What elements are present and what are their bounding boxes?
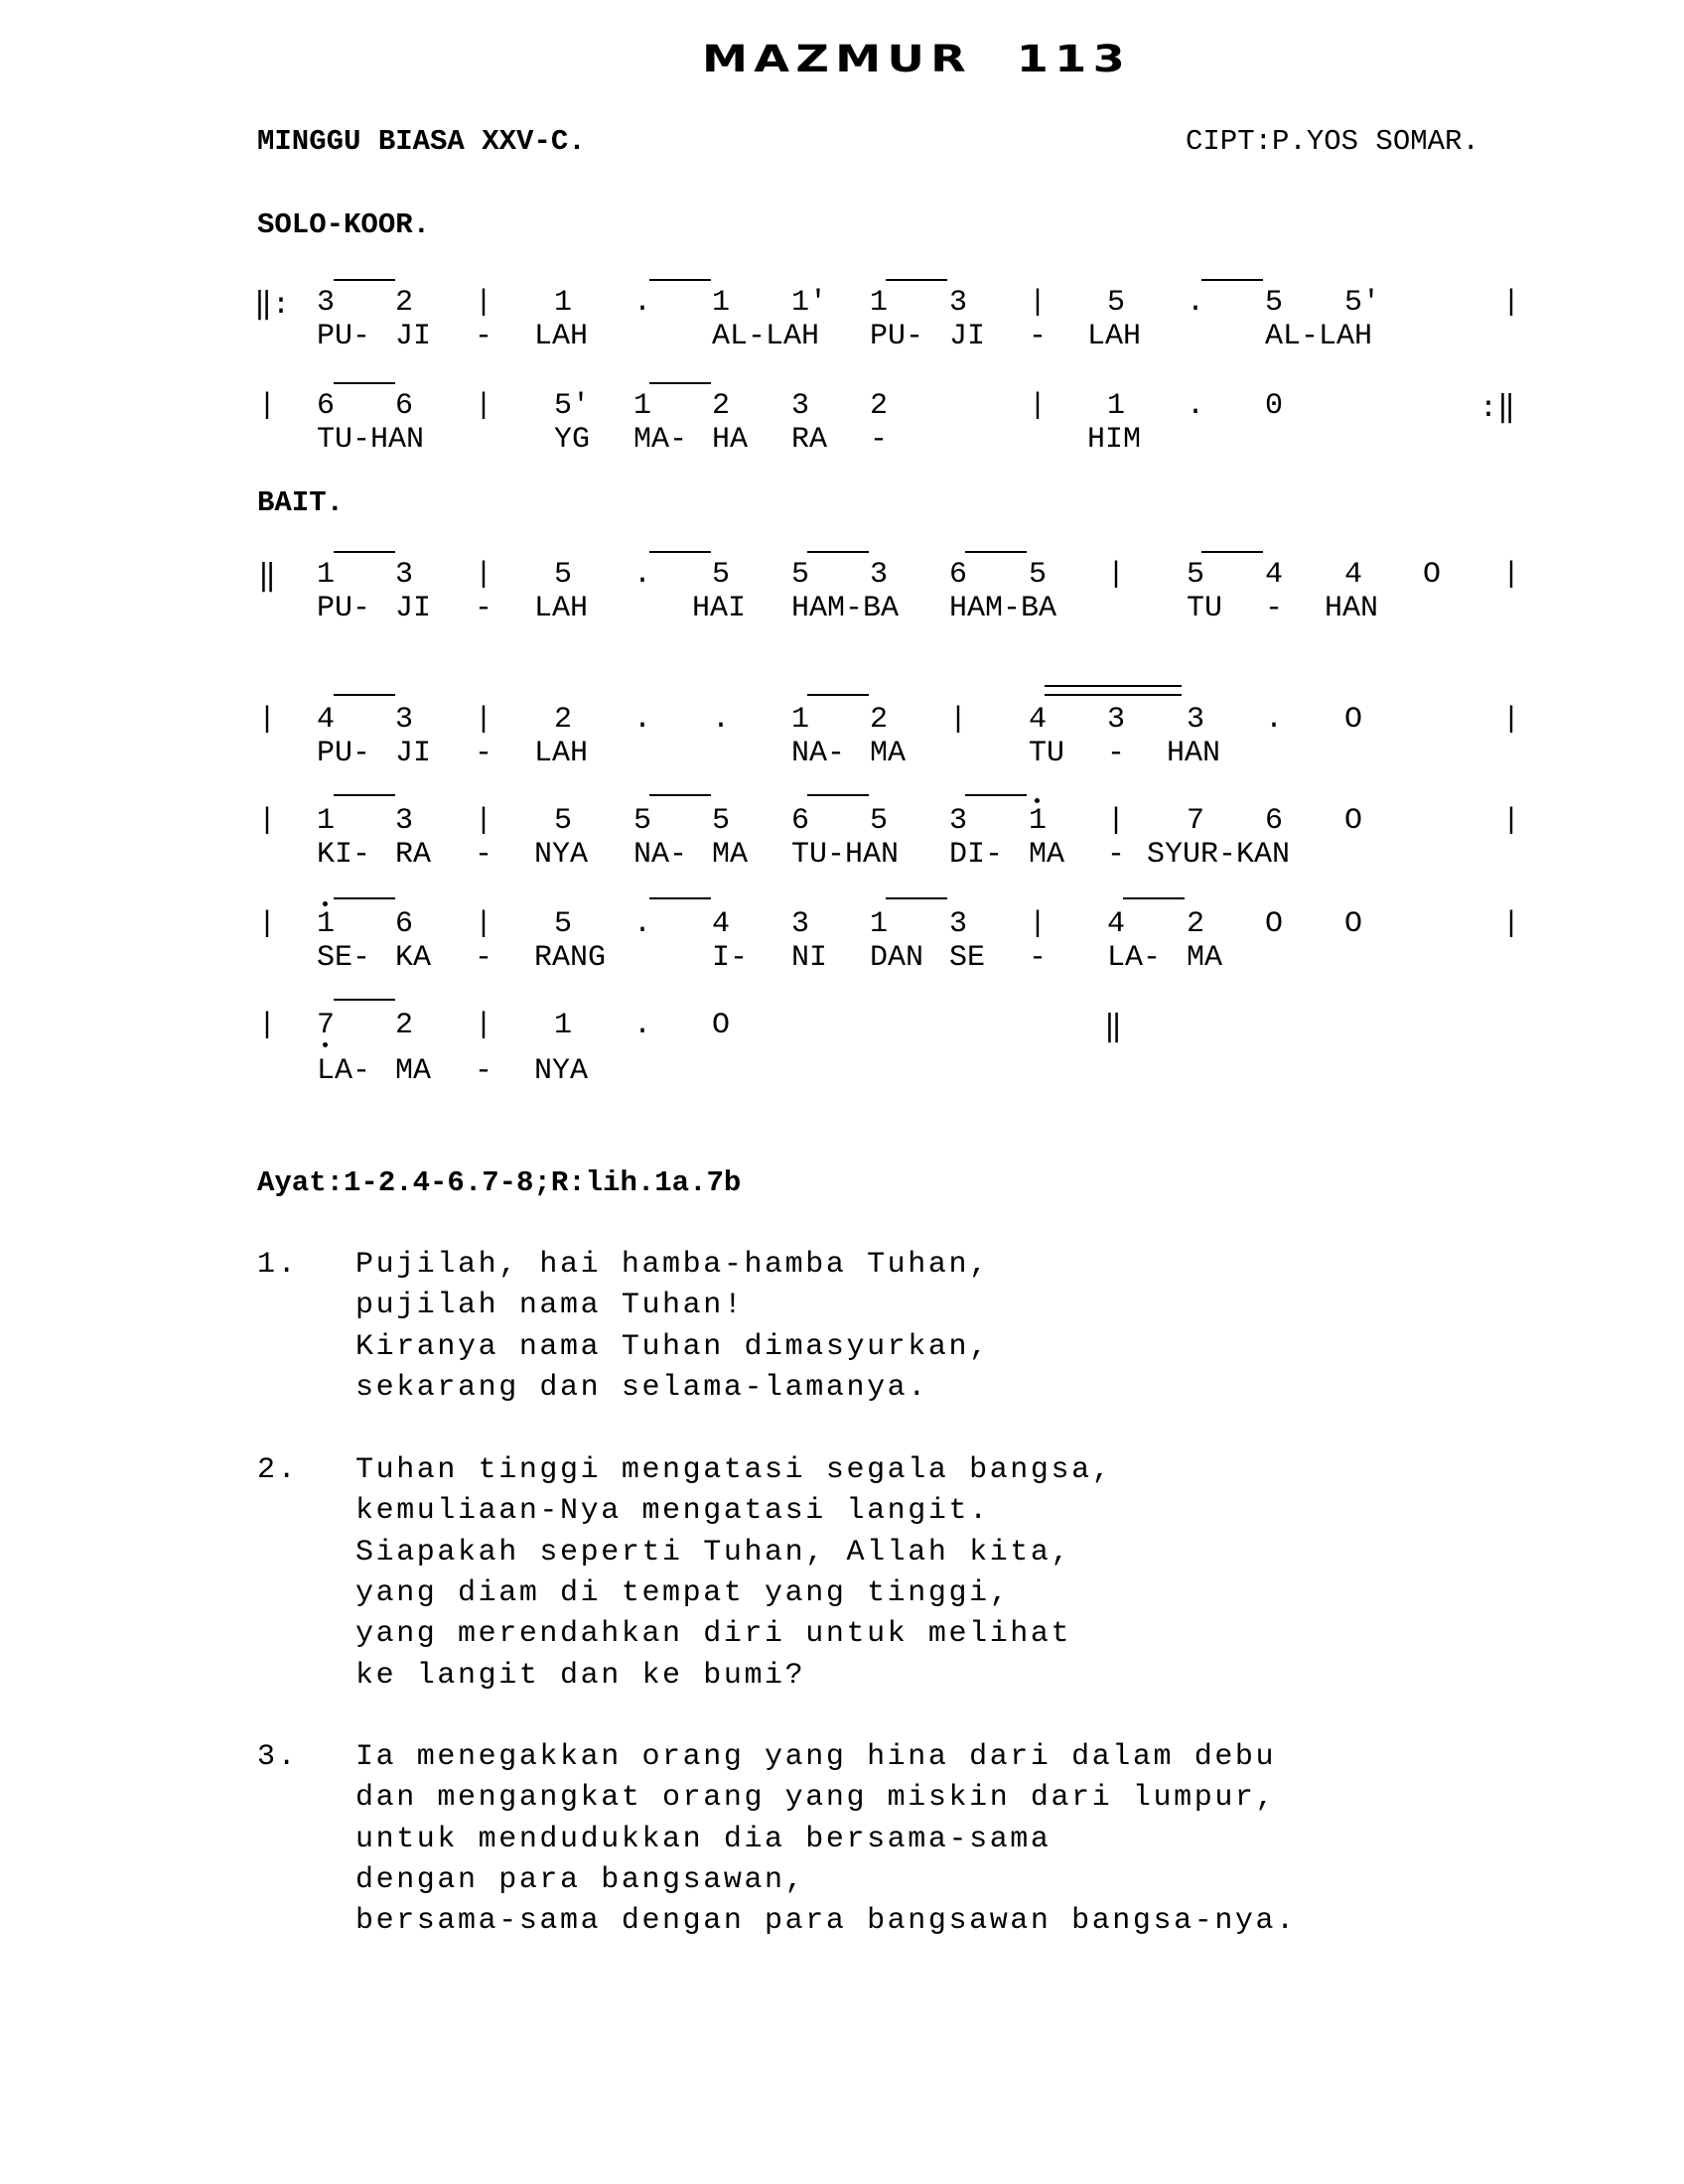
bar-line: | [258,703,277,737]
note: 6 [791,804,810,838]
lyric: RA [791,423,828,457]
note: . [633,286,652,320]
lyric: TU-HAN [317,423,425,457]
note: 5 [1029,558,1048,592]
note: 3 [870,558,889,592]
beam [807,794,869,796]
note: 6 [1265,804,1284,838]
note: 1 [554,1009,573,1042]
lyric: LAH [534,320,589,353]
occasion-label: MINGGU BIASA XXV-C. [257,125,586,158]
note: . [1187,389,1205,423]
bar-line: | [258,389,277,423]
note: 1 [870,907,889,941]
lyric: - [1265,592,1284,625]
note: . [1265,703,1284,737]
bar-line: | [475,907,493,941]
bar-line: | [1502,558,1521,592]
note: 5 [554,558,573,592]
lyric: KI- [317,838,371,872]
note: 3 [395,558,414,592]
lyric: PU- [317,592,371,625]
lyric: PU- [870,320,924,353]
beam [1201,279,1263,281]
bar-line: | [258,907,277,941]
beam [965,794,1027,796]
note: . [1187,286,1205,320]
stanza-line: untuk mendudukkan dia bersama-sama [355,1823,1052,1856]
note: 6 [949,558,968,592]
lyric: HAM-BA [791,592,900,625]
lyric: LAH [534,592,589,625]
lyric: NI [791,941,828,975]
verse-label: BAIT. [257,486,345,519]
beam [807,694,869,696]
note: O [1344,907,1363,941]
note: 2 [870,703,889,737]
refrain-label: SOLO-KOOR. [257,208,431,241]
note: 3 [1187,703,1205,737]
lyric: HIM [1087,423,1142,457]
beam [649,897,711,899]
lyric: TU [1187,592,1223,625]
lyric: MA [1187,941,1223,975]
high-octave-dot [323,901,328,906]
bar-line: | [1029,389,1048,423]
stanza-line: yang diam di tempat yang tinggi, [355,1576,1011,1610]
bar-line: | [1502,286,1521,320]
lyric: TU [1029,737,1065,770]
beam [334,694,395,696]
lyric: KA [395,941,432,975]
bar-line: | [1502,703,1521,737]
bar-line: | [949,703,968,737]
lyric: LAH [1087,320,1142,353]
lyric: JI [395,320,432,353]
note: 3 [791,389,810,423]
note: 1 [317,558,336,592]
lyric: - [1029,941,1048,975]
note: 2 [870,389,889,423]
note: 5 [554,907,573,941]
note: 5 [712,804,731,838]
note: 0 [1265,389,1284,423]
stanza-line: pujilah nama Tuhan! [355,1289,745,1322]
note: O [1344,804,1363,838]
note: 1' [791,286,828,320]
lyric: NYA [534,1054,589,1088]
bar-line: | [475,1009,493,1042]
note: 3 [317,286,336,320]
lyric: NA- [791,737,846,770]
beam [334,279,395,281]
note: 3 [949,804,968,838]
lyric: YG [554,423,591,457]
note: 3 [949,286,968,320]
note: 1 [317,804,336,838]
beam [649,382,711,384]
stanza-line: Tuhan tinggi mengatasi segala bangsa, [355,1453,1113,1487]
lyric: - [475,320,493,353]
beam [334,382,395,384]
lyric: LAH [534,737,589,770]
lyric: JI [949,320,986,353]
note: 1 [870,286,889,320]
stanza-line: dan mengangkat orang yang miskin dari lumpur, [355,1781,1277,1815]
lyric: AL-LAH [712,320,820,353]
lyric: - [475,737,493,770]
note: 6 [395,389,414,423]
beam [334,551,395,553]
lyric: - [1029,320,1048,353]
stanza-line: yang merendahkan diri untuk melihat [355,1617,1072,1651]
beam [965,551,1027,553]
lyric: TU-HAN [791,838,900,872]
lyric: - [475,1054,493,1088]
note: 1 [633,389,652,423]
note: 5 [712,558,731,592]
note: 1 [1029,804,1048,838]
beam [807,551,869,553]
bar-line: | [1107,804,1126,838]
note: ‖: [254,289,291,323]
lyric: HAN [1325,592,1379,625]
note: 7 [317,1009,336,1042]
note: 5 [1265,286,1284,320]
note: 5 [633,804,652,838]
stanza-line: Ia menegakkan orang yang hina dari dalam debu [355,1740,1277,1774]
lyric: LA- [1107,941,1162,975]
bar-line: | [258,804,277,838]
note: 3 [1107,703,1126,737]
note: 6 [317,389,336,423]
note: 5 [1187,558,1205,592]
note: 2 [554,703,573,737]
lyric: SYUR-KAN [1147,838,1291,872]
note: 4 [317,703,336,737]
note: 1 [1107,389,1126,423]
stanza-line: Pujilah, hai hamba-hamba Tuhan, [355,1248,990,1282]
bar-line: | [475,558,493,592]
lyric: MA [395,1054,432,1088]
bar-line: | [1502,804,1521,838]
note: 1 [791,703,810,737]
lyric: NA- [633,838,688,872]
bar-line: | [1107,558,1126,592]
lyric: JI [395,737,432,770]
stanza-line: Siapakah seperti Tuhan, Allah kita, [355,1536,1072,1570]
note: 3 [791,907,810,941]
lyric: HAM-BA [949,592,1057,625]
lyric: - [475,592,493,625]
final-bar: ‖ [1104,1012,1123,1045]
beam [1045,694,1182,696]
stanza-number: 3. [257,1740,299,1774]
stanza-line: dengan para bangsawan, [355,1863,806,1897]
beam [649,279,711,281]
note: 4 [712,907,731,941]
lyric: RA [395,838,432,872]
lyric: I- [712,941,749,975]
note: O [1265,907,1284,941]
bar-line: | [475,286,493,320]
note: 2 [395,286,414,320]
note: 2 [395,1009,414,1042]
beam [334,999,395,1001]
lyric: MA [712,838,749,872]
stanza-line: sekarang dan selama-lamanya. [355,1371,928,1405]
high-octave-dot [1035,798,1040,803]
lyric: NYA [534,838,589,872]
lyric: - [475,941,493,975]
note: 5' [554,389,591,423]
stanza-line: Kiranya nama Tuhan dimasyurkan, [355,1330,990,1364]
lyric: DI- [949,838,1004,872]
lyric: - [1107,737,1126,770]
lyric: - [1107,838,1126,872]
note: 4 [1029,703,1048,737]
bar-line: | [1029,286,1048,320]
lyric: AL-LAH [1265,320,1373,353]
note: 5 [1107,286,1126,320]
lyric: MA- [633,423,688,457]
lyric: PU- [317,737,371,770]
lyric: JI [395,592,432,625]
beam [334,794,395,796]
lyric: MA [1029,838,1065,872]
beam [649,551,711,553]
stanza-line: kemuliaan-Nya mengatasi langit. [355,1494,990,1528]
bar-line: | [475,804,493,838]
low-octave-dot [323,1042,328,1047]
note: 1 [554,286,573,320]
beam [1201,551,1263,553]
bar-line: | [1502,907,1521,941]
lyric: RANG [534,941,607,975]
note: 1 [712,286,731,320]
beam [886,897,947,899]
note: 2 [712,389,731,423]
lyric: MA [870,737,907,770]
note: 4 [1107,907,1126,941]
note: 6 [395,907,414,941]
beam [649,794,711,796]
stanza-line: ke langit dan ke bumi? [355,1659,806,1693]
note: O [1344,703,1363,737]
beam [886,279,947,281]
beam [1045,685,1182,687]
beam [334,897,395,899]
bar-line: | [258,1009,277,1042]
note: 4 [1265,558,1284,592]
lyric: - [475,838,493,872]
bar-line: | [1029,907,1048,941]
note: 4 [1344,558,1363,592]
note: O [712,1009,731,1042]
note: . [633,558,652,592]
bar-line: | [475,389,493,423]
note: 5' [1344,286,1381,320]
stanza-line: bersama-sama dengan para bangsawan bangsa-nya. [355,1904,1297,1938]
note: 7 [1187,804,1205,838]
note: O [1423,558,1442,592]
lyric: PU- [317,320,371,353]
stanza-number: 2. [257,1453,299,1487]
note: 5 [870,804,889,838]
note: 3 [395,703,414,737]
composer-credit: CIPT:P.YOS SOMAR. [1186,125,1479,158]
note: . [633,907,652,941]
lyric: SE- [317,941,371,975]
repeat-end: :‖ [1479,392,1516,426]
note: 3 [949,907,968,941]
ayat-reference: Ayat:1-2.4-6.7-8;R:lih.1a.7b [257,1166,742,1199]
bar-line: | [475,703,493,737]
lyric: HA [712,423,749,457]
lyric: LA- [317,1054,371,1088]
beam [1123,897,1185,899]
lyric: SE [949,941,986,975]
stanza-number: 1. [257,1248,299,1282]
lyric: DAN [870,941,924,975]
note: 1 [317,907,336,941]
lyric: - [870,423,889,457]
lyric: HAN [1167,737,1221,770]
note: . [712,703,731,737]
page-title: MAZMUR 113 [702,38,1132,80]
lyric: HAI [692,592,747,625]
note: 5 [554,804,573,838]
note: . [633,703,652,737]
note: 5 [791,558,810,592]
note: 2 [1187,907,1205,941]
note: 3 [395,804,414,838]
note: . [633,1009,652,1042]
bar-line: ‖ [258,561,277,595]
